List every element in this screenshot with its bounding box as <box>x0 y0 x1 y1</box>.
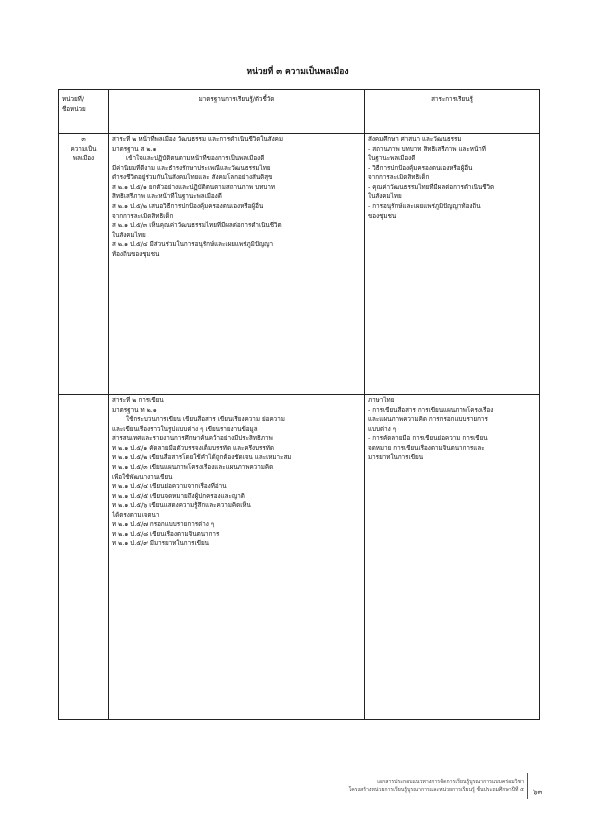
standard-line: ส ๒.๑ ป.๕/๒ เสนอวิธีการปกป้องคุ้มครองตนเองหรือผู้อื่น <box>112 202 264 210</box>
footer-divider <box>527 773 528 799</box>
standard-line: ในสังคมไทย <box>112 231 146 239</box>
standard-line: ท้องถิ่นของชุมชน <box>112 250 160 258</box>
content-line: จดหมาย การเขียนเรื่องตามจินตนาการและ <box>368 444 485 452</box>
standard-cell <box>109 395 365 720</box>
page-title: หน่วยที่ ๓ ความเป็นพลเมือง <box>246 67 349 77</box>
unit-cell-empty <box>59 395 109 720</box>
standard-line: ท ๒.๑ ป.๕/๕ เขียนจดหมายถึงผู้ปกครองและญาติ <box>112 492 245 500</box>
content-line: - การอนุรักษ์และเผยแพร่ภูมิปัญญาท้องถิ่น <box>368 202 481 210</box>
standard-line: ท ๒.๑ ป.๕/๙ มีมารยาทในการเขียน <box>112 540 209 548</box>
standard-line: ท ๒.๑ ป.๕/๖ เขียนแสดงความรู้สึกและความคิดเห็น <box>112 502 251 510</box>
header-unit-line: ชื่อหน่วย <box>62 105 86 113</box>
standard-line: สาระที่ ๒ หน้าที่พลเมือง วัฒนธรรม และการดำเนินชีวิตในสังคม <box>112 136 284 143</box>
content-line: มารยาทในการเขียน <box>368 454 424 462</box>
standard-line: เพื่อใช้พัฒนางานเขียน <box>112 473 173 481</box>
standard-line: จากการละเมิดสิทธิเด็ก <box>112 212 174 220</box>
header-unit-line: หน่วยที่/ <box>62 96 84 103</box>
standard-line: ท ๒.๑ ป.๕/๗ กรอกแบบรายการต่าง ๆ <box>112 521 215 529</box>
standard-line: ท ๒.๑ ป.๕/๓ เขียนแผนภาพโครงเรื่องและแผนภาพความคิด <box>112 463 274 471</box>
table-row <box>59 395 540 720</box>
content-line: ในฐานะพลเมืองดี <box>368 155 416 163</box>
curriculum-table <box>58 89 540 720</box>
standard-cell <box>109 134 365 395</box>
page-footer <box>300 778 524 795</box>
content-line: - สถานภาพ บทบาท สิทธิเสรีภาพ และหน้าที่ <box>368 145 486 153</box>
standard-line: เข้าใจและปฏิบัติตนตามหน้าที่ของการเป็นพลเมืองดี <box>126 155 265 163</box>
content-cell <box>365 395 540 720</box>
standard-line: มีค่านิยมที่ดีงาม และธำรงรักษาประเพณีและวัฒนธรรมไทย <box>112 164 271 172</box>
standard-line: ใช้กระบวนการเขียน เขียนสื่อสาร เขียนเรียงความ ย่อความ <box>126 416 285 424</box>
standard-line: ท ๒.๑ ป.๕/๒ เขียนสื่อสารโดยใช้คำได้ถูกต้องชัดเจน และเหมาะสม <box>112 454 292 462</box>
content-cell <box>365 134 540 395</box>
content-line: - การเขียนสื่อสาร การเขียนแผนภาพโครงเรื่อง <box>368 406 494 414</box>
standard-line: มาตรฐาน ส ๒.๑ <box>112 145 157 153</box>
standard-line: สิทธิเสรีภาพ และหน้าที่ในฐานะพลเมืองดี <box>112 193 222 201</box>
standard-line: ท ๒.๑ ป.๕/๔ เขียนย่อความจากเรื่องที่อ่าน <box>112 483 227 491</box>
standard-line: ส ๒.๑ ป.๕/๑ ยกตัวอย่างและปฏิบัติตนตามสถานภาพ บทบาท <box>112 183 276 191</box>
content-line: สังคมศึกษา ศาสนา และวัฒนธรรม <box>368 136 462 143</box>
standard-line: ท ๒.๑ ป.๕/๑ คัดลายมือตัวบรรจงเต็มบรรทัด และครึ่งบรรทัด <box>112 444 275 452</box>
content-line: ภาษาไทย <box>368 397 395 404</box>
content-line: - การคัดลายมือ การเขียนย่อความ การเขียน <box>368 435 488 443</box>
unit-number: ๓ <box>81 136 86 143</box>
standard-line: ได้ตรงตามเจตนา <box>112 511 160 519</box>
standard-line: ดำรงชีวิตอยู่ร่วมกันในสังคมไทยและ สังคมโลกอย่างสันติสุข <box>112 174 273 182</box>
unit-name-line: ความเป็น <box>70 145 97 153</box>
footer-line: โครงสร้างหน่วยการเรียนรู้บูรณาการและหน่วยการเรียนรู้ ชั้นประถมศึกษาปีที่ ๕ <box>348 787 524 794</box>
standard-line: สาระที่ ๒ การเขียน <box>112 397 164 404</box>
header-unit <box>59 90 109 134</box>
page-number: ๖๓ <box>533 788 543 796</box>
unit-name-line: พลเมือง <box>72 155 95 163</box>
standard-line: และเขียนเรื่องราวในรูปแบบต่าง ๆ เขียนรายงานข้อมูล <box>112 425 258 433</box>
standard-line: สารสนเทศและรายงานการศึกษาค้นคว้าอย่างมีประสิทธิภาพ <box>112 435 273 443</box>
table-header-row <box>59 90 540 134</box>
unit-cell <box>59 134 109 395</box>
footer-line: เอกสารประกอบแนวทางการจัดการเรียนรู้บูรณาการแบบคร่อมวิชา <box>377 779 524 785</box>
standard-line: ส ๒.๑ ป.๕/๓ เห็นคุณค่าวัฒนธรรมไทยที่มีผลต่อการดำเนินชีวิต <box>112 222 282 230</box>
standard-line: มาตรฐาน ท ๒.๑ <box>112 406 157 414</box>
content-line: - วิธีการปกป้องคุ้มครองตนเองหรือผู้อื่น <box>368 164 473 172</box>
table-row <box>59 134 540 395</box>
content-line: แบบต่าง ๆ <box>368 425 397 433</box>
standard-line: ท ๒.๑ ป.๕/๘ เขียนเรื่องตามจินตนาการ <box>112 530 220 538</box>
content-line: ในสังคมไทย <box>368 193 402 201</box>
content-line: จากการละเมิดสิทธิเด็ก <box>368 174 430 182</box>
header-content: สาระการเรียนรู้ <box>365 90 540 134</box>
content-line: ของชุมชน <box>368 212 397 220</box>
standard-line: ส ๒.๑ ป.๕/๔ มีส่วนร่วมในการอนุรักษ์และเผยแพร่ภูมิปัญญา <box>112 241 274 249</box>
header-standard: มาตรฐานการเรียนรู้/ตัวชี้วัด <box>109 90 365 134</box>
content-line: - คุณค่าวัฒนธรรมไทยที่มีผลต่อการดำเนินชีวิต <box>368 183 495 191</box>
content-line: และแผนภาพความคิด การกรอกแบบรายการ <box>368 416 488 424</box>
